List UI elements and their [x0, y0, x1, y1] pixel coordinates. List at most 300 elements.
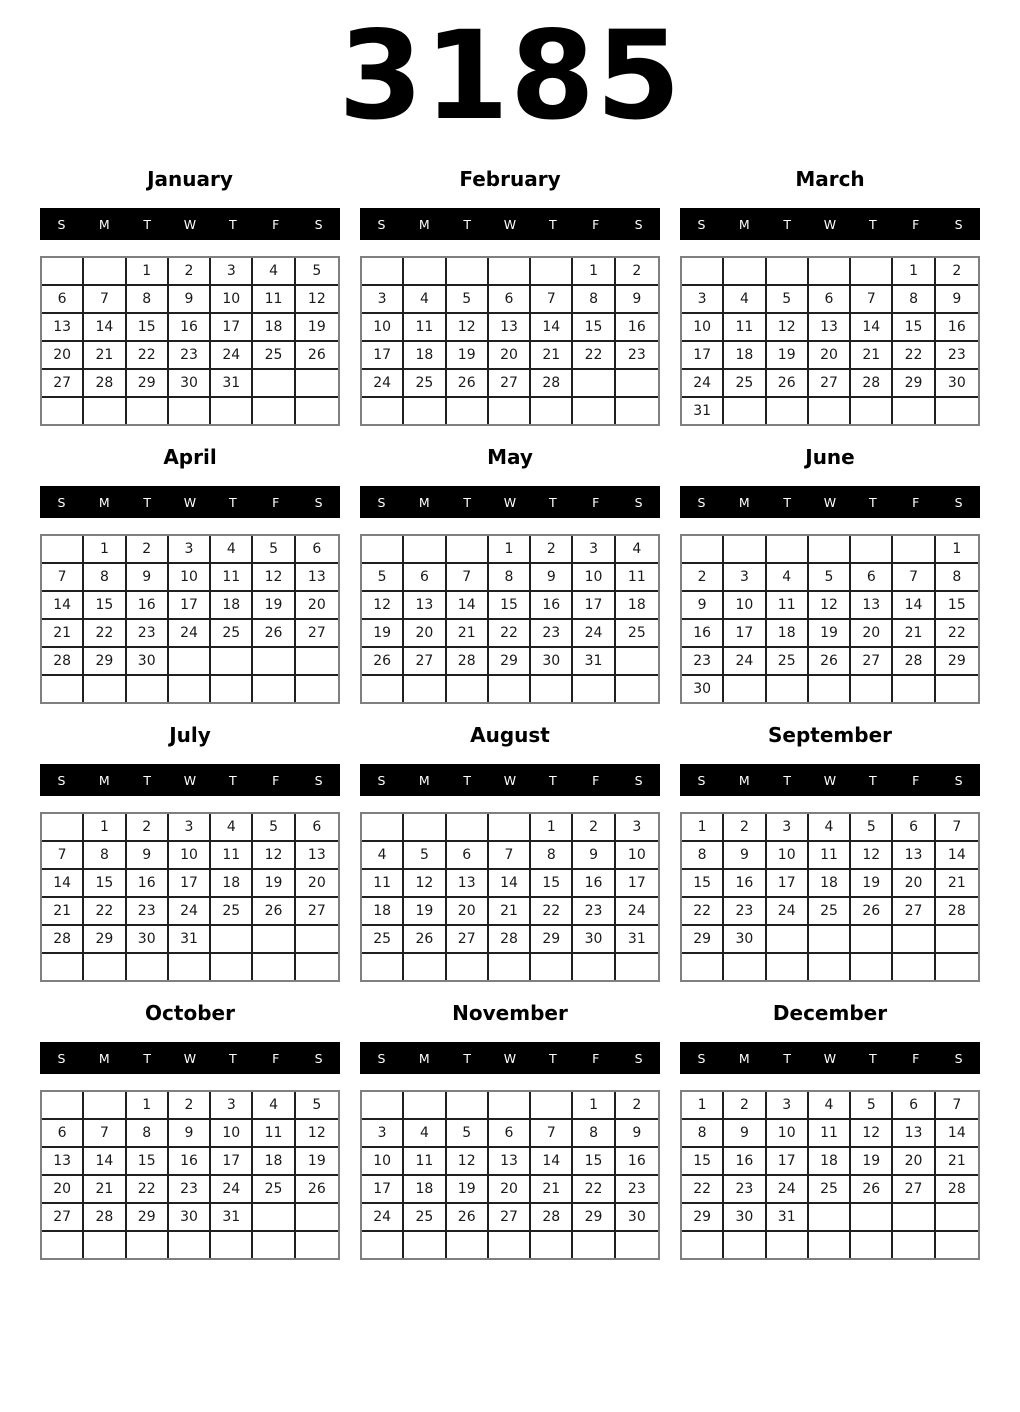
day-cell: 8: [893, 286, 935, 314]
day-cell: 24: [211, 342, 253, 370]
day-cell: 14: [936, 1120, 978, 1148]
day-cell: 11: [809, 1120, 851, 1148]
day-cell-empty: [211, 954, 253, 980]
day-cell-empty: [211, 926, 253, 954]
month-title: June: [805, 445, 855, 469]
weekday-letter: S: [634, 216, 643, 232]
day-cell: 15: [127, 314, 169, 342]
weekday-letter: M: [418, 772, 430, 788]
day-cell: 5: [253, 536, 295, 564]
day-cell: 7: [42, 842, 84, 870]
weekday-letter: S: [314, 216, 323, 232]
weekday-letter: T: [549, 216, 557, 232]
day-cell-empty: [616, 370, 658, 398]
day-cell: 25: [362, 926, 404, 954]
month-title: February: [459, 167, 561, 191]
day-cell: 17: [211, 314, 253, 342]
weekday-letter: S: [954, 494, 963, 510]
day-cell: 15: [573, 1148, 615, 1176]
day-cell: 28: [447, 648, 489, 676]
day-cell-empty: [362, 676, 404, 702]
day-cell: 22: [84, 898, 126, 926]
weekday-letter: M: [738, 1050, 750, 1066]
day-cell: 9: [724, 842, 766, 870]
day-cell-empty: [169, 1232, 211, 1258]
day-cell: 4: [362, 842, 404, 870]
day-cell: 25: [253, 1176, 295, 1204]
day-cell: 19: [447, 1176, 489, 1204]
day-cell-empty: [767, 954, 809, 980]
weekday-header: [680, 486, 980, 518]
day-cell-empty: [296, 648, 338, 676]
day-cell: 18: [767, 620, 809, 648]
day-cell: 19: [296, 1148, 338, 1176]
weekday-letter: F: [592, 772, 600, 788]
day-cell: 3: [682, 286, 724, 314]
weekday-letter: F: [912, 216, 920, 232]
day-cell: 16: [127, 870, 169, 898]
day-cell: 21: [42, 620, 84, 648]
day-cell: 3: [724, 564, 766, 592]
day-cell-empty: [296, 676, 338, 702]
day-cell: 17: [169, 592, 211, 620]
weekday-letter: T: [549, 494, 557, 510]
day-cell: 19: [447, 342, 489, 370]
day-cell-empty: [489, 954, 531, 980]
weekday-letter: S: [377, 494, 386, 510]
day-cell-empty: [809, 536, 851, 564]
day-cell-empty: [767, 926, 809, 954]
day-cell-empty: [253, 648, 295, 676]
day-cell: 28: [531, 370, 573, 398]
day-cell-empty: [573, 954, 615, 980]
day-cell: 10: [724, 592, 766, 620]
weekday-letter: W: [503, 1050, 517, 1066]
day-cell: 2: [616, 258, 658, 286]
day-cell-empty: [404, 1232, 446, 1258]
day-cell: 16: [724, 870, 766, 898]
month-day-grid: [360, 1090, 660, 1260]
day-cell-empty: [809, 1232, 851, 1258]
day-cell-empty: [447, 1092, 489, 1120]
day-cell: 10: [362, 1148, 404, 1176]
day-cell: 20: [296, 592, 338, 620]
day-cell: 14: [84, 314, 126, 342]
day-cell: 8: [127, 286, 169, 314]
weekday-letter: T: [549, 772, 557, 788]
day-cell: 28: [489, 926, 531, 954]
day-cell: 1: [573, 258, 615, 286]
day-cell-empty: [84, 1092, 126, 1120]
day-cell: 9: [936, 286, 978, 314]
weekday-letter: T: [229, 494, 237, 510]
weekday-letter: M: [418, 1050, 430, 1066]
day-cell: 24: [362, 370, 404, 398]
day-cell: 29: [489, 648, 531, 676]
day-cell: 13: [489, 314, 531, 342]
weekday-letter: W: [503, 772, 517, 788]
day-cell: 15: [84, 592, 126, 620]
weekday-letter: T: [229, 216, 237, 232]
weekday-letter: S: [954, 772, 963, 788]
weekday-letter: T: [463, 216, 471, 232]
day-cell-empty: [169, 954, 211, 980]
day-cell-empty: [893, 536, 935, 564]
day-cell: 3: [211, 1092, 253, 1120]
weekday-letter: W: [823, 772, 837, 788]
day-cell-empty: [724, 398, 766, 424]
day-cell: 16: [616, 1148, 658, 1176]
day-cell: 27: [893, 898, 935, 926]
day-cell: 15: [682, 1148, 724, 1176]
day-cell-empty: [489, 814, 531, 842]
day-cell: 2: [169, 1092, 211, 1120]
day-cell: 13: [893, 842, 935, 870]
day-cell-empty: [447, 1232, 489, 1258]
day-cell: 26: [253, 898, 295, 926]
day-cell: 23: [127, 620, 169, 648]
day-cell: 31: [211, 1204, 253, 1232]
day-cell: 29: [531, 926, 573, 954]
day-cell: 23: [531, 620, 573, 648]
day-cell-empty: [447, 954, 489, 980]
month-title: August: [470, 723, 550, 747]
weekday-letter: T: [783, 772, 791, 788]
day-cell-empty: [253, 398, 295, 424]
day-cell: 28: [851, 370, 893, 398]
day-cell-empty: [724, 258, 766, 286]
day-cell: 12: [851, 1120, 893, 1148]
day-cell: 26: [851, 898, 893, 926]
day-cell: 29: [573, 1204, 615, 1232]
day-cell: 7: [42, 564, 84, 592]
month-june: [680, 443, 980, 704]
day-cell-empty: [42, 398, 84, 424]
day-cell-empty: [253, 370, 295, 398]
day-cell-empty: [531, 258, 573, 286]
day-cell: 20: [893, 1148, 935, 1176]
day-cell: 3: [767, 814, 809, 842]
day-cell: 9: [127, 564, 169, 592]
weekday-letter: M: [98, 1050, 110, 1066]
day-cell: 22: [573, 1176, 615, 1204]
day-cell: 11: [616, 564, 658, 592]
day-cell-empty: [211, 676, 253, 702]
day-cell: 16: [682, 620, 724, 648]
day-cell-empty: [531, 398, 573, 424]
day-cell: 6: [489, 286, 531, 314]
day-cell: 13: [489, 1148, 531, 1176]
day-cell: 6: [296, 536, 338, 564]
day-cell: 16: [169, 314, 211, 342]
weekday-letter: S: [697, 216, 706, 232]
day-cell-empty: [42, 536, 84, 564]
day-cell: 18: [404, 1176, 446, 1204]
day-cell: 9: [127, 842, 169, 870]
day-cell: 8: [936, 564, 978, 592]
day-cell-empty: [84, 398, 126, 424]
day-cell: 21: [936, 1148, 978, 1176]
day-cell: 8: [84, 842, 126, 870]
day-cell: 15: [936, 592, 978, 620]
day-cell: 20: [489, 342, 531, 370]
month-day-grid: [680, 256, 980, 426]
day-cell: 14: [531, 1148, 573, 1176]
weekday-header: [360, 486, 660, 518]
weekday-letter: W: [183, 216, 197, 232]
weekday-letter: W: [823, 1050, 837, 1066]
month-november: [360, 999, 660, 1260]
day-cell: 23: [169, 1176, 211, 1204]
weekday-letter: T: [143, 216, 151, 232]
month-day-grid: [680, 534, 980, 704]
weekday-letter: S: [314, 1050, 323, 1066]
weekday-letter: T: [783, 1050, 791, 1066]
day-cell: 17: [573, 592, 615, 620]
day-cell: 7: [447, 564, 489, 592]
day-cell: 5: [447, 286, 489, 314]
day-cell: 14: [42, 870, 84, 898]
day-cell-empty: [362, 1232, 404, 1258]
day-cell-empty: [362, 398, 404, 424]
day-cell-empty: [893, 954, 935, 980]
day-cell: 20: [809, 342, 851, 370]
day-cell-empty: [616, 648, 658, 676]
day-cell: 22: [127, 342, 169, 370]
day-cell: 5: [767, 286, 809, 314]
day-cell: 10: [767, 842, 809, 870]
day-cell: 1: [84, 814, 126, 842]
day-cell-empty: [84, 954, 126, 980]
month-title: July: [169, 723, 211, 747]
day-cell-empty: [531, 954, 573, 980]
day-cell: 20: [42, 342, 84, 370]
day-cell: 18: [211, 592, 253, 620]
day-cell: 6: [893, 1092, 935, 1120]
weekday-letter: T: [143, 1050, 151, 1066]
weekday-letter: S: [57, 772, 66, 788]
weekday-letter: T: [783, 216, 791, 232]
day-cell: 14: [447, 592, 489, 620]
day-cell: 5: [362, 564, 404, 592]
day-cell: 9: [616, 1120, 658, 1148]
month-july: [40, 721, 340, 982]
day-cell: 24: [573, 620, 615, 648]
day-cell-empty: [936, 676, 978, 702]
day-cell: 16: [616, 314, 658, 342]
month-day-grid: [360, 534, 660, 704]
day-cell-empty: [936, 1204, 978, 1232]
day-cell: 6: [851, 564, 893, 592]
day-cell: 2: [724, 814, 766, 842]
weekday-letter: S: [57, 494, 66, 510]
day-cell-empty: [362, 536, 404, 564]
day-cell: 20: [296, 870, 338, 898]
day-cell: 21: [893, 620, 935, 648]
weekday-letter: T: [463, 494, 471, 510]
day-cell: 5: [253, 814, 295, 842]
day-cell: 1: [682, 814, 724, 842]
month-title: March: [795, 167, 865, 191]
day-cell: 13: [809, 314, 851, 342]
day-cell: 11: [253, 1120, 295, 1148]
day-cell: 27: [296, 898, 338, 926]
day-cell: 14: [42, 592, 84, 620]
day-cell: 7: [84, 1120, 126, 1148]
month-may: [360, 443, 660, 704]
day-cell: 22: [936, 620, 978, 648]
day-cell: 5: [404, 842, 446, 870]
day-cell: 7: [893, 564, 935, 592]
day-cell: 29: [682, 926, 724, 954]
day-cell: 26: [362, 648, 404, 676]
day-cell: 18: [253, 1148, 295, 1176]
weekday-letter: S: [634, 772, 643, 788]
weekday-letter: M: [98, 494, 110, 510]
day-cell-empty: [809, 1204, 851, 1232]
weekday-letter: S: [697, 772, 706, 788]
day-cell: 8: [573, 286, 615, 314]
day-cell-empty: [767, 398, 809, 424]
day-cell: 23: [169, 342, 211, 370]
weekday-header: [360, 1042, 660, 1074]
day-cell-empty: [531, 1092, 573, 1120]
day-cell-empty: [936, 926, 978, 954]
weekday-letter: T: [143, 494, 151, 510]
month-january: [40, 165, 340, 426]
day-cell: 17: [362, 1176, 404, 1204]
day-cell: 15: [573, 314, 615, 342]
day-cell: 22: [531, 898, 573, 926]
day-cell: 25: [616, 620, 658, 648]
day-cell-empty: [253, 1232, 295, 1258]
weekday-letter: W: [823, 494, 837, 510]
weekday-letter: W: [183, 1050, 197, 1066]
weekday-letter: W: [503, 494, 517, 510]
day-cell: 29: [84, 648, 126, 676]
day-cell-empty: [404, 1092, 446, 1120]
day-cell-empty: [169, 676, 211, 702]
calendar-grid: [0, 165, 1020, 1260]
day-cell: 31: [573, 648, 615, 676]
day-cell-empty: [42, 1092, 84, 1120]
weekday-letter: T: [229, 1050, 237, 1066]
day-cell-empty: [127, 954, 169, 980]
day-cell-empty: [404, 676, 446, 702]
day-cell: 15: [84, 870, 126, 898]
weekday-header: [40, 764, 340, 796]
day-cell: 9: [573, 842, 615, 870]
day-cell-empty: [851, 398, 893, 424]
day-cell: 2: [169, 258, 211, 286]
day-cell: 29: [84, 926, 126, 954]
weekday-header: [360, 764, 660, 796]
day-cell-empty: [936, 954, 978, 980]
weekday-letter: S: [57, 216, 66, 232]
day-cell: 4: [809, 814, 851, 842]
day-cell: 3: [616, 814, 658, 842]
day-cell: 11: [724, 314, 766, 342]
day-cell-empty: [296, 1232, 338, 1258]
day-cell: 7: [851, 286, 893, 314]
day-cell-empty: [893, 1204, 935, 1232]
day-cell: 28: [936, 898, 978, 926]
day-cell: 10: [362, 314, 404, 342]
weekday-letter: W: [503, 216, 517, 232]
day-cell: 24: [616, 898, 658, 926]
day-cell-empty: [169, 398, 211, 424]
day-cell: 23: [936, 342, 978, 370]
day-cell: 4: [253, 1092, 295, 1120]
day-cell: 7: [936, 814, 978, 842]
day-cell-empty: [682, 536, 724, 564]
weekday-header: [40, 208, 340, 240]
day-cell-empty: [573, 676, 615, 702]
day-cell-empty: [211, 648, 253, 676]
day-cell-empty: [42, 258, 84, 286]
day-cell: 6: [893, 814, 935, 842]
day-cell: 25: [211, 898, 253, 926]
day-cell: 26: [404, 926, 446, 954]
day-cell-empty: [447, 258, 489, 286]
day-cell: 5: [809, 564, 851, 592]
day-cell: 9: [531, 564, 573, 592]
day-cell: 7: [489, 842, 531, 870]
day-cell-empty: [296, 398, 338, 424]
day-cell: 16: [127, 592, 169, 620]
day-cell: 22: [127, 1176, 169, 1204]
weekday-letter: M: [738, 772, 750, 788]
day-cell: 12: [296, 286, 338, 314]
weekday-letter: S: [314, 772, 323, 788]
day-cell: 13: [893, 1120, 935, 1148]
day-cell: 5: [296, 258, 338, 286]
day-cell: 8: [127, 1120, 169, 1148]
day-cell-empty: [809, 258, 851, 286]
day-cell: 28: [893, 648, 935, 676]
day-cell-empty: [489, 398, 531, 424]
day-cell-empty: [211, 1232, 253, 1258]
day-cell-empty: [851, 258, 893, 286]
day-cell: 12: [767, 314, 809, 342]
day-cell: 11: [253, 286, 295, 314]
day-cell-empty: [404, 536, 446, 564]
day-cell-empty: [573, 370, 615, 398]
month-title: October: [145, 1001, 235, 1025]
day-cell: 29: [936, 648, 978, 676]
day-cell: 26: [296, 342, 338, 370]
day-cell: 31: [616, 926, 658, 954]
day-cell: 2: [936, 258, 978, 286]
day-cell: 22: [573, 342, 615, 370]
day-cell: 28: [936, 1176, 978, 1204]
day-cell-empty: [447, 676, 489, 702]
day-cell: 13: [851, 592, 893, 620]
weekday-letter: F: [272, 772, 280, 788]
day-cell-empty: [682, 1232, 724, 1258]
month-december: [680, 999, 980, 1260]
day-cell: 25: [767, 648, 809, 676]
day-cell: 8: [531, 842, 573, 870]
weekday-letter: S: [634, 1050, 643, 1066]
day-cell: 7: [84, 286, 126, 314]
day-cell: 31: [169, 926, 211, 954]
day-cell: 17: [767, 1148, 809, 1176]
weekday-letter: F: [912, 1050, 920, 1066]
weekday-letter: S: [954, 1050, 963, 1066]
weekday-letter: S: [954, 216, 963, 232]
month-day-grid: [680, 1090, 980, 1260]
